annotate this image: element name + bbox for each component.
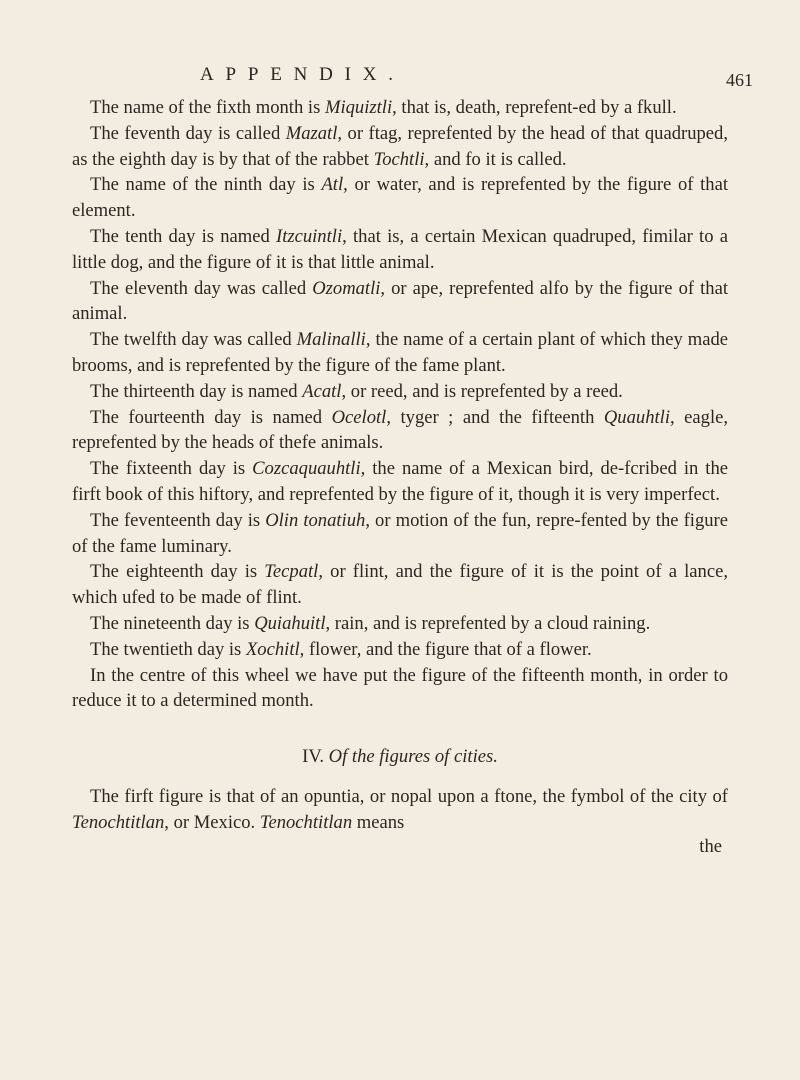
italic-term: Itzcuintli <box>276 225 343 247</box>
paragraph <box>72 663 728 715</box>
paragraph <box>72 172 728 224</box>
italic-term: Acatl <box>302 380 342 402</box>
paragraph-list <box>72 95 728 714</box>
italic-term: Ozomatli <box>312 277 381 299</box>
text-run: , flower, and the figure that of a flower. <box>299 638 592 660</box>
section-heading <box>72 744 728 770</box>
text-run: The twelfth day was called <box>90 329 297 351</box>
text-run: The twentieth day is <box>90 638 246 660</box>
text-run: , or Mexico. <box>164 811 260 833</box>
italic-term: Xochitl <box>245 638 300 660</box>
text-run: The eighteenth day is <box>90 561 265 583</box>
paragraph <box>72 637 728 663</box>
text-run: , and fo it is called. <box>424 148 567 170</box>
section-title: Of the figures of cities. <box>328 746 498 768</box>
text-run: , the name of a certain plant of which they made brooms, and is reprefented by the figure of the fame plant. <box>72 329 729 376</box>
text-run: , or reed, and is reprefented by a reed. <box>341 380 623 402</box>
text-run: , or motion of the fun, repre-fented by the figure of the fame luminary. <box>72 509 728 557</box>
italic-term: Olin tonatiuh <box>265 509 366 531</box>
running-head: APPENDIX. <box>200 64 405 85</box>
italic-term: Quiahuitl <box>254 612 326 634</box>
italic-term: Miquiztli <box>324 97 393 118</box>
text-run: The name of the fixth month is <box>90 97 325 118</box>
text-run: means <box>352 811 405 833</box>
paragraph <box>72 784 728 836</box>
text-run: The thirteenth day is named <box>90 380 303 402</box>
paragraph <box>72 611 728 637</box>
catchword: the <box>699 835 722 857</box>
italic-term: Atl <box>321 174 344 196</box>
paragraph <box>72 276 728 328</box>
text-run: , that is, a certain Mexican quadruped, fimilar to a little dog, and the figure of it is that little animal. <box>72 225 728 273</box>
italic-term: Quauhtli <box>603 406 670 428</box>
text-run: The eleventh day was called <box>90 277 313 299</box>
paragraph <box>72 508 728 560</box>
text-run: , eagle, reprefented by the heads of thefe animals. <box>72 406 729 454</box>
italic-term: Tenochtitlan <box>72 811 165 833</box>
paragraph <box>72 327 728 379</box>
text-run: , or ftag, reprefented by the head of that quadruped, as the eighth day is by that of the rabbet <box>72 122 728 170</box>
page-number: 461 <box>726 70 753 90</box>
text-run: , or flint, and the figure of it is the point of a lance, which ufed to be made of flint. <box>72 561 728 609</box>
paragraph <box>72 95 728 121</box>
italic-term: Tenochtitlan <box>259 811 353 833</box>
italic-term: Mazatl <box>285 122 338 144</box>
text-run: The tenth day is named <box>90 225 276 247</box>
paragraph <box>72 559 728 611</box>
text-run: The feventeenth day is <box>90 509 266 531</box>
paragraph <box>72 405 728 457</box>
text-run: , that is, death, reprefent-ed by a fkull. <box>392 97 677 118</box>
text-run: The firft figure is that of an opuntia, or nopal upon a ftone, the fymbol of the city of <box>90 785 728 807</box>
text-run: The name of the ninth day is <box>90 174 322 196</box>
text-run: , or water, and is reprefented by the figure of that element. <box>72 174 728 222</box>
text-run: , tyger ; and the fifteenth <box>386 406 604 428</box>
paragraph <box>72 121 728 173</box>
italic-term: Tecpatl <box>264 561 319 583</box>
text-run: The fourteenth day is named <box>90 406 332 428</box>
paragraph <box>72 224 728 276</box>
text-run: , or ape, reprefented alfo by the figure of that animal. <box>72 277 728 325</box>
italic-term: Cozcaquauhtli <box>252 458 361 480</box>
paragraph <box>72 456 728 508</box>
italic-term: Ocelotl <box>331 406 387 428</box>
text-run: , rain, and is reprefented by a cloud raining. <box>325 612 651 634</box>
body-text <box>72 95 728 858</box>
text-run: In the centre of this wheel we have put the figure of the fifteenth month, in order to reduce it to a determined month. <box>72 664 728 712</box>
text-run: , the name of a Mexican bird, de-fcribed in the firft book of this hiftory, and reprefented by the figure of it, though it is very imperfect. <box>72 458 728 505</box>
text-run: The fixteenth day is <box>90 458 253 480</box>
section-number: IV. <box>302 746 324 768</box>
italic-term: Tochtli <box>373 148 425 170</box>
italic-term: Malinalli <box>296 329 366 351</box>
text-run: The feventh day is called <box>90 122 286 144</box>
text-run: The nineteenth day is <box>90 612 255 634</box>
paragraph <box>72 379 728 405</box>
